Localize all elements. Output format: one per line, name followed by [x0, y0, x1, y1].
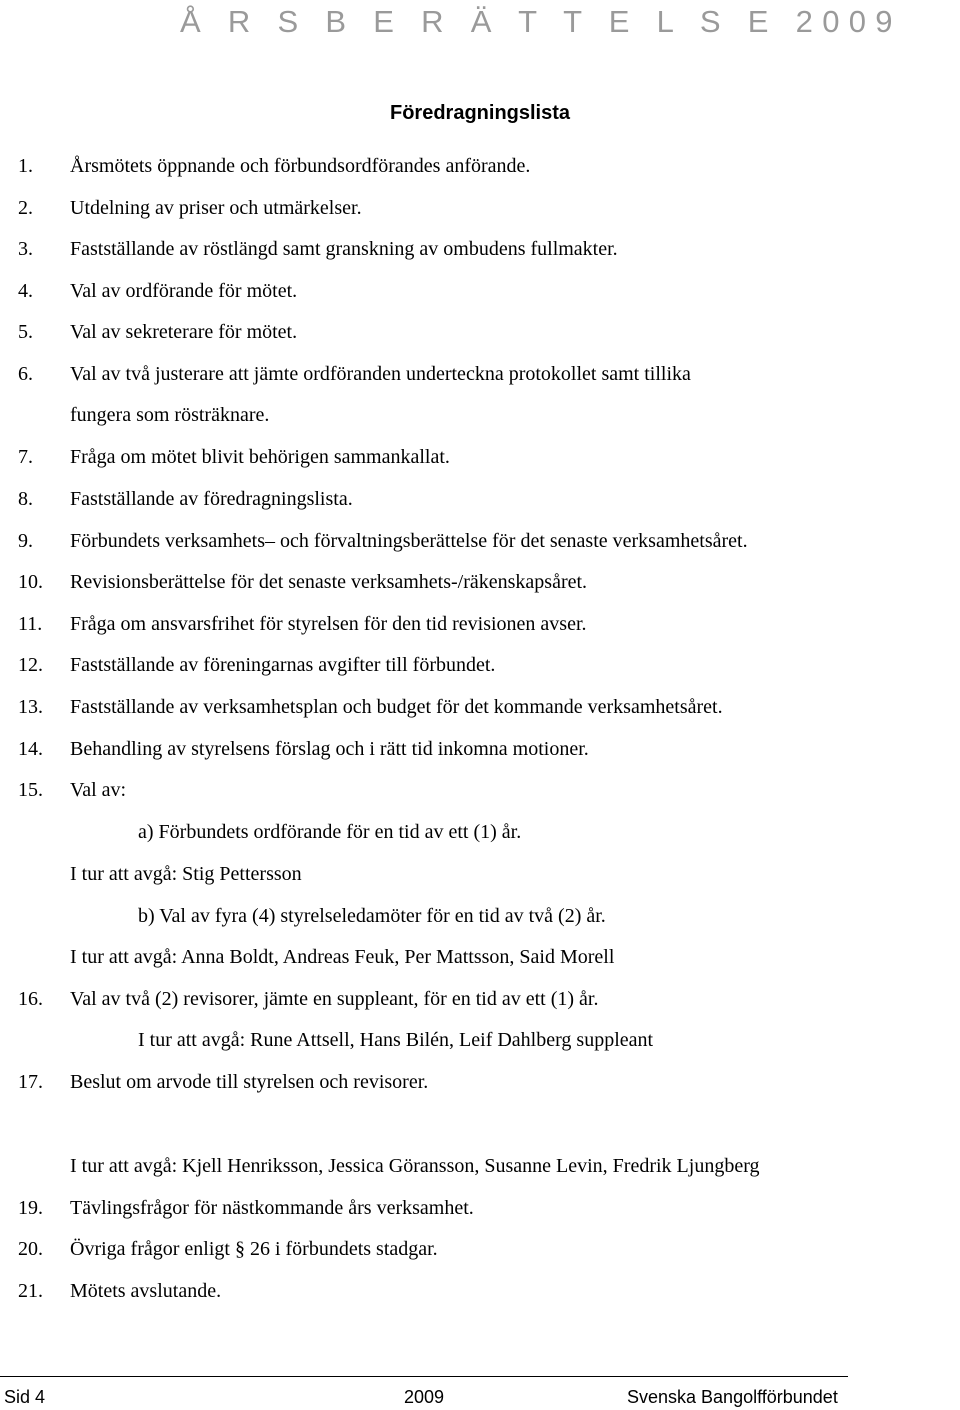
item-number: 19.	[18, 1197, 43, 1219]
item-number: 11.	[18, 613, 43, 635]
item-number: 21.	[18, 1280, 43, 1302]
item-text: Fråga om mötet blivit behörigen sammankallat.	[70, 446, 450, 468]
item-text: Val av sekreterare för mötet.	[70, 321, 298, 343]
item-text: Mötets avslutande.	[70, 1280, 222, 1302]
item-number: 12.	[18, 654, 43, 676]
item-number: 5.	[18, 321, 33, 343]
item-text: Fastställande av verksamhetsplan och budget för det kommande verksamhetsåret.	[70, 696, 723, 718]
turn-note-text: I tur att avgå: Kjell Henriksson, Jessica Göransson, Susanne Levin, Fredrik Ljungberg	[70, 1155, 760, 1177]
item-number: 8.	[18, 488, 33, 510]
item-number: 7.	[18, 446, 33, 468]
agenda-heading	[0, 100, 960, 126]
item-text: Fastställande av föreningarnas avgifter till förbundet.	[70, 654, 496, 676]
item-number: 15.	[18, 779, 43, 801]
footer-divider	[0, 1376, 848, 1377]
item-text: Årsmötets öppnande och förbundsordförandes anförande.	[70, 155, 531, 177]
item-number: 3.	[18, 238, 33, 260]
item-number: 17.	[18, 1071, 43, 1093]
item-text: Tävlingsfrågor för nästkommande års verksamhet.	[70, 1197, 474, 1219]
item-text: Övriga frågor enligt § 26 i förbundets stadgar.	[70, 1238, 438, 1260]
item-text-continuation: fungera som rösträknare.	[70, 404, 270, 426]
footer-year: 2009	[404, 1387, 445, 1407]
item-number: 4.	[18, 280, 33, 302]
item-text: Fråga om ansvarsfrihet för styrelsen för den tid revisionen avser.	[70, 613, 587, 635]
item-number: 2.	[18, 197, 33, 219]
item-number: 6.	[18, 363, 33, 385]
item-text: Val av:	[70, 779, 127, 801]
item-number: 1.	[18, 155, 33, 177]
report-header-title: Å R S B E R Ä T T E L S E 2009	[180, 4, 902, 39]
turn-note-text: I tur att avgå: Rune Attsell, Hans Bilén, Leif Dahlberg suppleant	[138, 1029, 654, 1051]
item-text: Fastställande av föredragningslista.	[70, 488, 353, 510]
sub-item-b-text: b) Val av fyra (4) styrelseledamöter för en tid av två (2) år.	[138, 905, 606, 927]
item-text: Utdelning av priser och utmärkelser.	[70, 197, 362, 219]
turn-note-text: I tur att avgå: Stig Pettersson	[70, 863, 302, 885]
footer-page-number: Sid 4	[4, 1387, 46, 1407]
item-text: Beslut om arvode till styrelsen och revisorer.	[70, 1071, 429, 1093]
agenda-heading-text: Föredragningslista	[389, 102, 571, 124]
item-number: 14.	[18, 738, 43, 760]
item-text: Val av två justerare att jämte ordföranden underteckna protokollet samt tillika	[70, 363, 691, 385]
item-text: Val av två (2) revisorer, jämte en suppleant, för en tid av ett (1) år.	[70, 988, 599, 1010]
item-text: Fastställande av röstlängd samt granskning av ombudens fullmakter.	[70, 238, 618, 260]
turn-note-text: I tur att avgå: Anna Boldt, Andreas Feuk, Per Mattsson, Said Morell	[70, 946, 615, 968]
item-number: 9.	[18, 530, 33, 552]
footer-organization: Svenska Bangolfförbundet	[627, 1387, 838, 1407]
item-text: Behandling av styrelsens förslag och i rätt tid inkomna motioner.	[70, 738, 589, 760]
item-number: 16.	[18, 988, 43, 1010]
item-text: Val av ordförande för mötet.	[70, 280, 298, 302]
item-number: 13.	[18, 696, 43, 718]
sub-item-a-text: a) Förbundets ordförande för en tid av ett (1) år.	[138, 821, 522, 843]
item-number: 10.	[18, 571, 43, 593]
item-text: Revisionsberättelse för det senaste verksamhets-/räkenskapsåret.	[70, 571, 588, 593]
item-number: 20.	[18, 1238, 43, 1260]
item-text: Förbundets verksamhets– och förvaltningsberättelse för det senaste verksamhetsåret.	[70, 530, 748, 552]
